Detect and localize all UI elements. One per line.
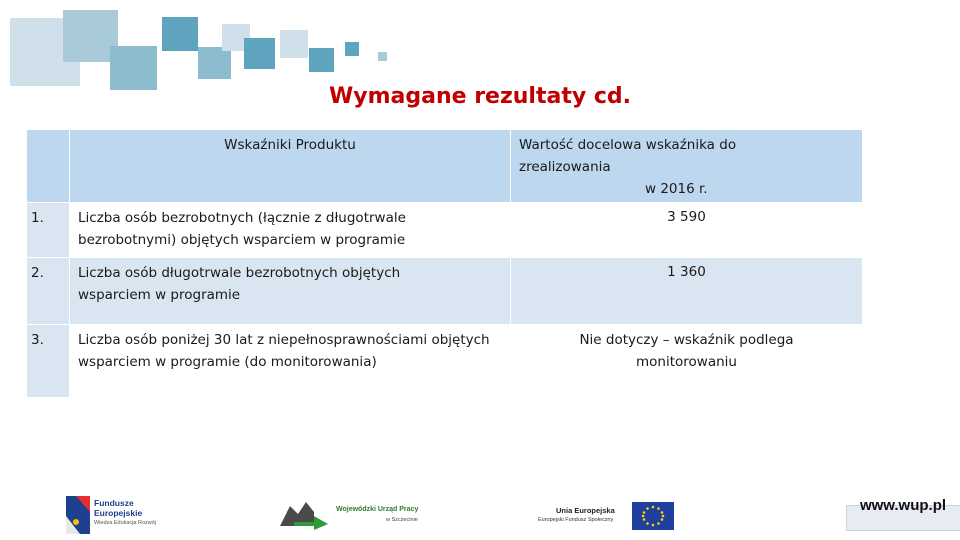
wup-line2: w Szczecinie: [386, 517, 418, 523]
logo-fundusze-europejskie: [66, 494, 176, 534]
logo-wup: [280, 494, 430, 534]
wup-emblem-icon: [280, 500, 332, 530]
ue-line1: Unia Europejska: [556, 506, 615, 515]
deco-square: [162, 17, 198, 51]
fe-emblem-icon: [66, 496, 90, 534]
row-number-cell: [27, 325, 70, 398]
row-indicator: Liczba osób bezrobotnych (łącznie z długotrwale bezrobotnymi) objętych wsparciem w programie: [78, 210, 406, 248]
row-number-cell: [27, 203, 70, 258]
row-number: 2.: [31, 265, 44, 281]
header-value-label: Wartość docelowa wskaźnika do zrealizowania: [519, 137, 737, 175]
row-value: 3 590: [667, 209, 706, 225]
deco-square: [280, 30, 308, 58]
row-value: 1 360: [667, 264, 706, 280]
deco-square: [198, 47, 231, 79]
row-indicator: Liczba osób długotrwale bezrobotnych objętych wsparciem w programie: [78, 265, 401, 303]
website-url[interactable]: www.wup.pl: [859, 497, 947, 514]
row-indicator-cell: [70, 325, 511, 398]
row-number: 3.: [31, 332, 44, 348]
row-value-cell: [511, 325, 863, 398]
indicators-table: [26, 129, 863, 398]
eu-flag-icon: [632, 502, 674, 530]
table-row: [27, 203, 863, 258]
page-title-text: Wymagane rezultaty cd.: [328, 84, 632, 109]
row-number-cell: [27, 258, 70, 325]
table-row: [27, 258, 863, 325]
header-value-cell: [511, 130, 863, 203]
table-row: [27, 325, 863, 398]
deco-square: [378, 52, 387, 61]
row-number: 1.: [31, 210, 44, 226]
fe-line2: Europejskie: [94, 508, 143, 518]
fe-line3: Wiedza Edukacja Rozwój: [94, 520, 157, 526]
fe-line1: Fundusze: [94, 498, 134, 508]
deco-square: [345, 42, 359, 56]
row-indicator: Liczba osób poniżej 30 lat z niepełnosprawnościami objętych wsparciem w programie (do monitorowania): [78, 332, 490, 370]
row-value-cell: [511, 258, 863, 325]
header-indicator-cell: [70, 130, 511, 203]
wup-line1: Wojewódzki Urząd Pracy: [336, 506, 419, 513]
row-indicator-cell: [70, 203, 511, 258]
row-value-cell: [511, 203, 863, 258]
logo-unia-europejska: [538, 494, 678, 534]
header-indicator-label: Wskaźniki Produktu: [224, 137, 356, 153]
header-value-year: w 2016 r.: [645, 181, 708, 197]
row-value: Nie dotyczy – wskaźnik podlega monitorowaniu: [579, 332, 794, 370]
ue-line2: Europejski Fundusz Społeczny: [538, 517, 614, 523]
header-no-cell: [27, 130, 70, 203]
table-header-row: [27, 130, 863, 203]
page-title: [0, 84, 960, 109]
deco-square: [244, 38, 275, 69]
row-indicator-cell: [70, 258, 511, 325]
deco-square: [309, 48, 334, 72]
